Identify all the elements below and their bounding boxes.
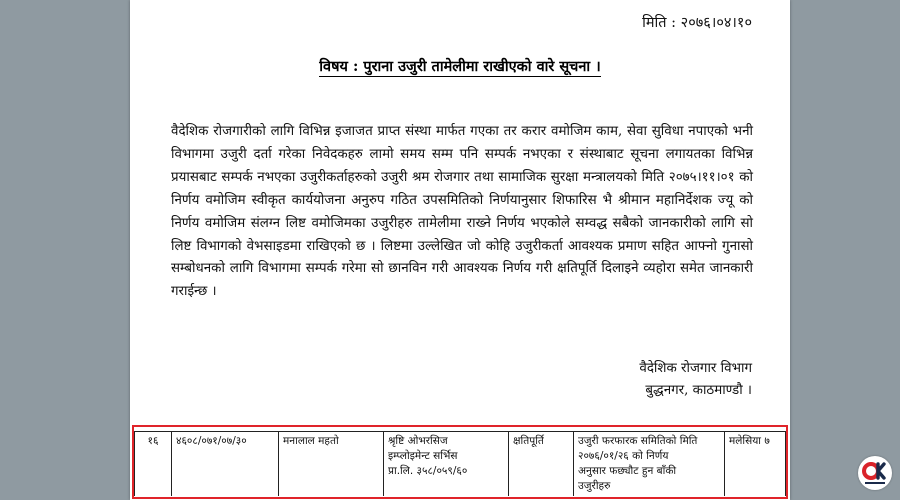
notice-body: वैदेशिक रोजगारीको लागि विभिन्न इजाजत प्राप्त संस्था मार्फत गएका तर करार वमोजिम काम, सेवा सुविधा नपाएको भनी विभागमा उजुरी दर्ता गरेका निवेदकहरु लामो समय सम्म पनि सम्पर्क नभएका र संस्थाबाट सूचना लगायतका विभिन्न प्रयासबाट सम्पर्क नभएका उजुरीकर्ताहरुको उजुरी श्रम रोजगार तथा सामाजिक सुरक्षा मन्त्रालयको मिति २०७५।११।०१ को निर्णय वमोजिम स्वीकृत कार्ययोजना अनुरुप गठित उपसमितिको निर्णयानुसार शिफारिस भै श्रीमान महानिर्देशक ज्यू को निर्णय वमोजिम संलग्न लिष्ट वमोजिमका उजुरीहरु तामेलीमा राख्ने निर्णय भएकोले सम्वद्ध सबैको जानकारीको लागि सो लिष्ट विभागको वेभसाइडमा राखिएको छ । लिष्टमा उल्लेखित जो कोहि उजुरीकर्ता आवश्यक प्रमाण सहित आफ्नो गुनासो सम्बोधनको लागि विभागमा सम्पर्क गरेमा सो छानविन गरी आवश्यक निर्णय गरी क्षतिपूर्ति दिलाइने व्यहोरा समेत जानकारी गराईन्छ । [171, 124, 753, 300]
notice-date: मिति : २०७६।०४।१० [642, 15, 752, 31]
notice-subject-text: विषय : पुराना उजुरी तामेलीमा राखीएको वारे सूचना । [319, 58, 601, 75]
agency-line: श्रृष्टि ओभरसिज [388, 435, 448, 447]
table-row [135, 432, 786, 497]
cell-registration-no: ४६०८/०७१/०७/३० [172, 432, 279, 497]
decision-line: उजुरीहरु [578, 480, 611, 492]
complaint-table-highlight [132, 425, 788, 499]
agency-line: प्रा.लि. ३५८/०५९/६० [388, 465, 468, 477]
signature-address: बुद्धनगर, काठमाण्डौ । [645, 383, 752, 398]
decision-line: उजुरी फरफारक समितिको मिति [578, 435, 698, 447]
cell-agency [384, 432, 509, 497]
ok-logo-icon[interactable] [858, 456, 892, 490]
complaint-table [134, 431, 786, 496]
ok-logo-graphic [858, 456, 892, 490]
decision-line: अनुसार फछ्यौट हुन बाँकी [578, 465, 677, 477]
cell-name: मनालाल महतो [279, 432, 384, 497]
cell-decision [574, 432, 725, 497]
notice-subject [130, 56, 790, 76]
signature-block [639, 358, 752, 402]
cell-country: मलेसिया ७ [725, 432, 786, 497]
decision-line: २०७६/०१/२६ को निर्णय [578, 450, 669, 462]
cell-sn: १६ [135, 432, 172, 497]
signature-office: वैदेशिक रोजगार विभाग [639, 361, 752, 376]
cell-type: क्षतिपूर्ति [509, 432, 574, 497]
agency-line: इम्प्लोइमेन्ट सर्भिस [388, 450, 458, 462]
